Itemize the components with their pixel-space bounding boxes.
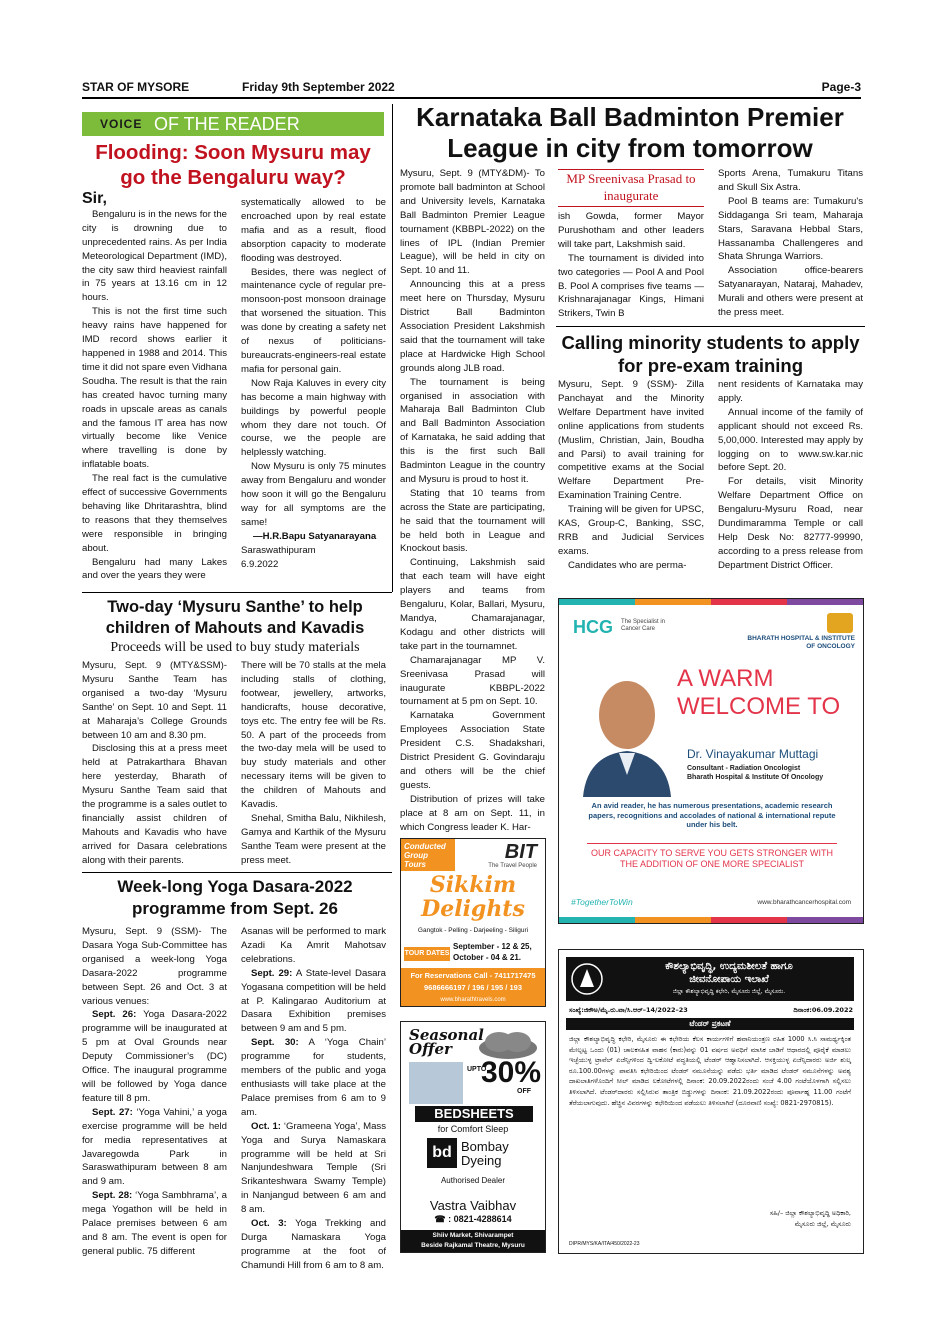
- badminton-col2: [558, 210, 704, 321]
- column-divider: [392, 104, 393, 592]
- voice-para: The real fact is the cumulative effect of successive Governments behaving like Dhritarashtra, blind to reasons that they themselves were responsible in bringing about.: [82, 473, 227, 554]
- paper-name: STAR OF MYSORE: [82, 80, 190, 94]
- yoga-item: Sept. 28: ‘Yoga Sambhrama’, a mega Yogathon will be held in Palace premises between 6 am and 8 am. The event is open for general public. 75 different: [82, 1190, 227, 1257]
- badminton-para: Stating that 10 teams from across the State are participating, he said that the tournament will be held both in League and Knockout basis.: [400, 487, 545, 555]
- voice-para: Bengaluru had many Lakes and over the years they were: [82, 556, 227, 582]
- doctor-photo: [579, 675, 675, 797]
- badminton-para: The tournament is being organised in association with Maharaja Ball Badminton Club and Ball Badminton Association of Karnataka, he said adding that this is the first such Ball Badminton League in the country and Mysuru is proud to host it.: [400, 376, 545, 485]
- badminton-col3: [718, 167, 863, 320]
- voice-para: Besides, there was neglect of maintenance cycle of regular pre-monsoon-post monsoon drainage that worsened the situation. This was done by creating a safety net of nexus of politicians-bureaucrats-engineers-real estate mafia for personal gain.: [241, 266, 386, 375]
- tender-body: ಜಿಲ್ಲಾ ಕೌಶಲ್ಯಾಭಿವೃದ್ಧಿ ಕಛೇರಿ, ಮೈಸೂರು ಈ ಕಛೇರಿಯ ಕೆಲಸ ಕಾರ್ಯಗಳಿಗೆ ಹವಾನಿಯಂತ್ರಣ ರಹಿತ 1000 ಸಿ.ಸಿ ಸಾಮರ್ಥ್ಯಕ್ಕಿಂತ ಮೇಲ್ಪಟ್ಟ ಒಂದು (01) ಚಾಲಕಸಹಿತ ವಾಹನ (ಕಾರು)ವನ್ನು 01 ವರ್ಷದ ಅವಧಿಗೆ ಮಾಸಿಕ ಬಾಡಿಗೆ ಆಧಾರದಲ್ಲಿ ಪೂರೈಕೆ ಮಾಡಲು ಇಚ್ಛೆಯುಳ್ಳ ಟ್ರಾವೆಲ್ ಏಜೆನ್ಸಿಗಳಿಂದ ದ್ವಿ-ಲಕೋಟೆ ಪದ್ಧತಿಯಲ್ಲಿ ಟೆಂಡರ್ ಆಹ್ವಾನಿಸಲಾಗಿದೆ. ಆಸಕ್ತಿಯುಳ್ಳ ಏಜೆನ್ಸಿದಾರರು ಅರ್ಜಿ ಶುಲ್ಕ ರೂ.100.00ಗಳನ್ನು ಪಾವತಿಸಿ ಕಛೇರಿಯಿಂದ ಟೆಂಡರ್ ನಮೂನೆಯನ್ನು ಪಡೆದು ಭರ್ತಿ ಮಾಡಿದ ಟೆಂಡರ್ ನಮೂನೆಗಳನ್ನು ಅವಶ್ಯ ದಾಖಲಾತಿಗಳೊಂದಿಗೆ ಸೀಲ್ ಮಾಡಿದ ಲಕೋಟೆಗಳಲ್ಲಿ ದಿನಾಂಕ: 20.09.2022ರಂದು ಸಂಜೆ 4.00 ಗಂಟೆಯೊಳಗಾಗಿ ಸಲ್ಲಿಸಲು ತಿಳಿಸಲಾಗಿದೆ. ಟೆಂಡರ್‌ದಾರರು ಸಲ್ಲಿಸಿರುವ ತಾಂತ್ರಿಕ ಬಿಡ್ಡುಗಳನ್ನು ದಿನಾಂಕ: 21.09.2022ರಂದು ಪೂರ್ವಾಹ್ನ 11.00 ಗಂಟೆಗೆ ತೆರೆಯಲಾಗುವುದು. ಹೆಚ್ಚಿನ ವಿವರಗಳನ್ನು ಕಛೇರಿಯಿಂದ ಪಡೆಯಲು ತಿಳಿಸಲಾಗಿದೆ (ದೂರವಾಣಿ ಸಂಖ್ಯೆ: 0821-2970815).: [569, 1035, 851, 1107]
- voice-col2: [241, 196, 386, 571]
- badminton-para: Announcing this at a press meet here on Thursday, Mysuru District Ball Badminton Association President Lakshmish said that the tournament will take place at Hardwicke High School grounds along JLB road.: [400, 279, 545, 374]
- capacity-tagline: OUR CAPACITY TO SERVE YOU GETS STRONGER WITH THE ADDITION OF ONE MORE SPECIALIST: [587, 843, 837, 870]
- tour-places: Gangtok - Pelling - Darjeeling - Siliguri: [417, 927, 529, 934]
- santhe-para: Disclosing this at a press meet held at Patrakarthara Bhavan here yesterday, Bharath of Mysuru Santhe Team said that the programme is a sales outlet to financially assist children of Mahouts and Kavadis who have arrived for Dasara celebrations along with their parents.: [82, 743, 227, 866]
- yoga-item: Oct. 3: Yoga Trekking and Durga Namaskara Yoga programme at the foot of Chamundi Hill from 6 am to 8 am.: [241, 1218, 386, 1271]
- brand-name: Bombay Dyeing: [461, 1139, 509, 1168]
- badminton-para: Sports Arena, Tumakuru Titans and Skull Six Astra.: [718, 168, 863, 193]
- tender-signatory: ಸಹಿ/– ಜಿಲ್ಲಾ ಕೌಶಲ್ಯಾಭಿವೃದ್ಧಿ ಅಧಿಕಾರಿ, ಮೈಸೂರು ಜಿಲ್ಲೆ, ಮೈಸೂರು: [769, 1209, 851, 1228]
- hashtag: #TogetherToWin: [571, 897, 633, 907]
- bed-image: [409, 1062, 463, 1104]
- yoga-item: Sept. 27: ‘Yoga Vahini,’ a yoga exercise programme will be held for media representatives at Javaregowda Park in Saraswathipuram between 8 am and 9 am.: [82, 1106, 227, 1188]
- bit-logo-sub: The Travel People: [488, 863, 537, 869]
- salutation: Sir,: [82, 190, 107, 207]
- color-strip-bottom: [559, 917, 863, 923]
- page-header: [82, 80, 861, 96]
- header-rule: [82, 97, 861, 99]
- tour-dates: September - 12 & 25, October - 04 & 21.: [453, 942, 532, 962]
- section-divider: [82, 592, 392, 593]
- sikkim-title: Sikkim Delights: [421, 872, 525, 922]
- doctor-role: Consultant - Radiation Oncologist: [687, 765, 801, 772]
- yoga-item: Sept. 30: A ‘Yoga Chain’ programme for students, members of the public and yoga enthusiasts will take place at the Palace premises from 6 am to 9 am.: [241, 1037, 386, 1118]
- yoga-item: Sept. 29: A State-level Dasara Yogasana competition will be held at P. Kalingarao Auditorium at Dasara Exhibition premises between 9 am and 5 pm.: [241, 967, 386, 1035]
- off-label: OFF: [517, 1088, 531, 1095]
- hcg-logo: HCG: [573, 617, 613, 637]
- store-address-line: Shiiv Market, Shivarampet: [432, 1232, 514, 1239]
- minority-col1: [558, 378, 704, 573]
- badminton-para: Distribution of prizes will take place at 8 am on Sept. 11, in which Congress leader K. Har-: [400, 793, 545, 833]
- warm-welcome: A WARM WELCOME TO: [677, 665, 841, 720]
- bharath-logo-icon: [827, 613, 853, 633]
- badminton-para: Pool B teams are: Tumakuru's Siddaganga Sri team, Maharaja Stars, Saravana Hebbal Stars, Hassanamba Challengeres and Shata Shrunga Warriors.: [718, 195, 863, 263]
- voice-label-rest: OF THE READER: [154, 114, 300, 134]
- store-address: [401, 1230, 545, 1252]
- minority-para: Mysuru, Sept. 9 (SSM)- Zilla Panchayat and the Minority Welfare Department have invited online applications from students (Muslim, Christian, Jain, Boudha and Parsi) to avail training for competitive exams at the Social Welfare Department Pre-Examination Training Centre.: [558, 379, 704, 502]
- tender-notice-ad[interactable]: [558, 949, 864, 1254]
- reservation-bar: [401, 968, 545, 1006]
- santhe-col2: [241, 659, 386, 868]
- color-strip-top: [559, 599, 863, 605]
- bombay-dyeing-logo-icon: bd: [427, 1138, 457, 1168]
- santhe-col1: [82, 659, 227, 868]
- product-label: BEDSHEETS: [415, 1106, 533, 1122]
- reservation-web: www.bharathtravels.com: [440, 997, 506, 1003]
- santhe-headline: Two-day ‘Mysuru Santhe’ to help children of Mahouts and Kavadis: [105, 598, 365, 637]
- doctor-institute: Bharath Hospital & Institute Of Oncology: [687, 774, 824, 781]
- minority-headline: Calling minority students to apply for pre-exam training: [561, 332, 860, 376]
- issue-date: Friday 9th September 2022: [242, 80, 395, 94]
- minority-para: Annual income of the family of applicant should not exceed Rs. 5,00,000. Interested may apply by logging on to www.sw.kar.nic before Sept. 20.: [718, 406, 863, 474]
- minority-para: Candidates who are perma-: [568, 559, 687, 571]
- hcg-ad[interactable]: [558, 598, 864, 924]
- reservation-line: For Reservations Call - 7411717475: [410, 971, 536, 980]
- section-divider: [556, 326, 865, 327]
- tender-code: DIPR/MYS/KA/ITA/450/2022-23: [569, 1241, 640, 1247]
- hcg-website[interactable]: www.bharathcancerhospital.com: [757, 899, 851, 906]
- badminton-para: The tournament is divided into two categories — Pool A and Pool B. Pool A comprises five teams — Krishnarajanagar Kings, Himani Strikers, Twin B: [558, 252, 704, 320]
- yoga-intro: Mysuru, Sept. 9 (SSM)- The Dasara Yoga Sub-Committee has organised a week-long Yoga Dasara-2022 programme between Sept. 26 and Oct. 3 at various venues:: [82, 926, 227, 1007]
- doctor-blurb: An avid reader, he has numerous presentations, academic research papers, recognitions and accolades of national & international repute under his belt.: [588, 801, 836, 829]
- voice-para: Now Raja Kaluves in every city has become a main highway with buildings by powerful people whom they dare not touch. Of course, we the people are helplessly watching.: [241, 377, 386, 459]
- product-tagline: for Comfort Sleep: [437, 1124, 509, 1134]
- badminton-para: Association office-bearers Satyanarayan, Nataraj, Mahadev, Murali and others were present at the press meet.: [718, 265, 863, 319]
- tender-office: ಜಿಲ್ಲಾ ಕೌಶಲ್ಯಾಭಿವೃದ್ಧಿ ಕಛೇರಿ, ಮೈಸೂರು ಜಿಲ್ಲೆ, ಮೈಸೂರು.: [672, 988, 786, 995]
- discount-value: 30%: [481, 1056, 542, 1089]
- seasonal-offer: Seasonal Offer: [409, 1026, 484, 1058]
- page-number: Page-3: [821, 80, 861, 94]
- section-divider: [82, 872, 392, 873]
- badminton-headline: Karnataka Ball Badminton Premier League in city from tomorrow: [416, 102, 844, 163]
- store-phone: ☎ : 0821-4288614: [434, 1214, 512, 1224]
- tender-dept-title: ಕೌಶಲ್ಯಾಭಿವೃದ್ಧಿ, ಉದ್ಯಮಶೀಲತೆ ಹಾಗೂ ಜೀವನೋಪಾಯ ಇಲಾಖೆ: [665, 961, 793, 985]
- hcg-logo-sub: The Specialist in Cancer Care: [621, 619, 666, 632]
- voice-para: systematically allowed to be encroached upon by real estate mafia and as a result, flood absorption capacity to moderate flooding was destroyed.: [241, 197, 386, 264]
- santhe-para: Snehal, Smitha Balu, Nikhilesh, Gamya and Karthik of the Mysuru Santhe Team were present at the press meet.: [241, 812, 386, 866]
- voice-banner: [82, 112, 384, 136]
- minority-para: nent residents of Karnataka may apply.: [718, 379, 863, 404]
- emblem-icon: [570, 961, 604, 997]
- santhe-para: Mysuru, Sept. 9 (MTY&SSM)- Mysuru Santhe Team has organised a two-day ‘Mysuru Santhe’ on Sept. 10 and Sept. 11 at Maharaja’s College Grounds between 10 am and 8.30 pm.: [82, 660, 227, 741]
- minority-para: For details, visit Minority Welfare Department Office on Bengaluru-Mysuru Road, near Dundimaramma Temple or call Help Desk No: 82777-99990, according to a press release from Department District Officer.: [718, 476, 863, 571]
- yoga-item: Oct. 1: ‘Grameena Yoga’, Mass Yoga and Surya Namaskara programme will be held at Sri Nanjundeshwara Temple (Sri Srikanteshwara Swamy Temple) in Nanjangud between 6 am and 8 am.: [241, 1120, 387, 1216]
- yoga-lead: Asanas will be performed to mark Azadi Ka Amrit Mahotsav celebrations.: [241, 926, 386, 965]
- badminton-para: Karnataka Government Employees Association State President C.S. Shadakshari, District President G. Govindaraju and others will be the chief guests.: [400, 710, 545, 791]
- yoga-item: Sept. 26: Yoga Dasara-2022 programme will be inaugurated at 5 pm at Oval Grounds near Deputy Commissioner’s (DC) Office. The inaugural programme will be followed by Yoga dance feature till 8 pm.: [82, 1009, 227, 1104]
- yoga-col2: [241, 925, 386, 1273]
- voice-sign-date: 6.9.2022: [241, 558, 279, 570]
- voice-signature: —H.R.Bapu Satyanarayana: [253, 530, 377, 542]
- voice-para: This is not the first time such heavy rains have happened for IMD record shows earlier it happened in 1988 and 2014. This time it did not spare even Vidhana Soudha. The result is that the rain has created havoc turning many roads in upscale areas as canals and the famous IT area has now virtually become like Venice where travelling is done by inflatable boats.: [82, 306, 227, 471]
- badminton-col1: [400, 167, 545, 835]
- minority-col2: [718, 378, 863, 573]
- yoga-col1: [82, 925, 227, 1259]
- sikkim-tour-ad[interactable]: [400, 838, 546, 1007]
- tender-date: ದಿನಾಂಕ:06.09.2022: [793, 1006, 853, 1014]
- voice-para: Bengaluru is in the news for the city is drowning due to unprecedented rains. As per India Meteorological Department (IMD), the city saw third heaviest rainfall in 75 years at 13.16 cm in 12 hours.: [82, 208, 227, 304]
- yoga-headline: Week-long Yoga Dasara-2022 programme from Sept. 26: [117, 877, 353, 918]
- bit-logo: BIT: [504, 841, 537, 863]
- reservation-phones: 9686666197 / 196 / 195 / 193: [423, 983, 522, 992]
- santhe-para: There will be 70 stalls at the mela including stalls of clothing, footwear, jewellery, artworks, handicrafts, house decorative, toys etc. The entry fee will be Rs. 50. A part of the proceeds from the two-day mela will be used to buy study materials and other necessary items will be given to the children of Mahouts and Kavadis.: [241, 660, 386, 811]
- badminton-callout: MP Sreenivasa Prasad to inaugurate: [558, 169, 704, 207]
- hospital-name: BHARATH HOSPITAL & INSTITUTE OF ONCOLOGY: [747, 635, 855, 650]
- store-address-line: Beside Rajkamal Theatre, Mysuru: [421, 1242, 525, 1249]
- dealer-label: Authorised Dealer: [440, 1176, 506, 1185]
- tour-tag: Conducted Group Tours: [401, 839, 455, 871]
- voice-sign-place: Saraswathipuram: [241, 544, 316, 556]
- tender-title-bar: [566, 957, 854, 1001]
- minority-para: Training will be given for UPSC, KAS, Group-C, Banking, SSC, RRB and Judicial Services exams.: [558, 504, 704, 557]
- upto-label: UPTO: [467, 1066, 487, 1073]
- voice-col1: [82, 192, 227, 583]
- badminton-para: Continuing, Lakshmish said that each team will have eight players and teams from Bengaluru, Kolar, Ballari, Mysuru, Mandya, Chamarajanagar, Kodagu and other districts will take part in the tournamnet.: [400, 557, 545, 652]
- store-name: Vastra Vaibhav: [429, 1198, 517, 1213]
- santhe-subhead: Proceeds will be used to buy study materials: [110, 640, 360, 655]
- voice-label: VOICE: [100, 117, 143, 131]
- badminton-para: ish Gowda, former Mayor Purushotham and other leaders will take part, Lakshmish said.: [558, 211, 704, 250]
- bedsheet-ad[interactable]: [400, 1021, 546, 1253]
- tour-dates-label: TOUR DATES: [404, 947, 450, 961]
- voice-para: Now Mysuru is only 75 minutes away from Bengaluru and wonder how soon it will go the Bengaluru way for all symptoms are the same!: [241, 461, 386, 528]
- voice-headline: Flooding: Soon Mysuru may go the Bengaluru way?: [95, 141, 371, 189]
- badminton-para: Chamarajanagar MP V. Sreenivasa Prasad will inaugurate KBBPL-2022 tournament at 5 pm on Sept. 10.: [400, 654, 545, 708]
- tender-ref: ಸಂಖ್ಯೆ:ಜಿಕೌಅ/ಮೈ.ರು.ವಾ/ಸಿ.ಆರ್–14/2022–23: [569, 1006, 688, 1014]
- doctor-name: Dr. Vinayakumar Muttagi: [687, 747, 819, 761]
- badminton-para: Mysuru, Sept. 9 (MTY&DM)- To promote ball badminton at School and University levels, Karnataka Ball Badminton Premier League tournament (KBBPL-2022) on the lines of IPL (Indian Premier League), will be held in city on Sept. 10 and 11.: [400, 168, 545, 277]
- tender-notice-title: ಟೆಂಡರ್ ಪ್ರಕಟಣೆ: [566, 1018, 854, 1030]
